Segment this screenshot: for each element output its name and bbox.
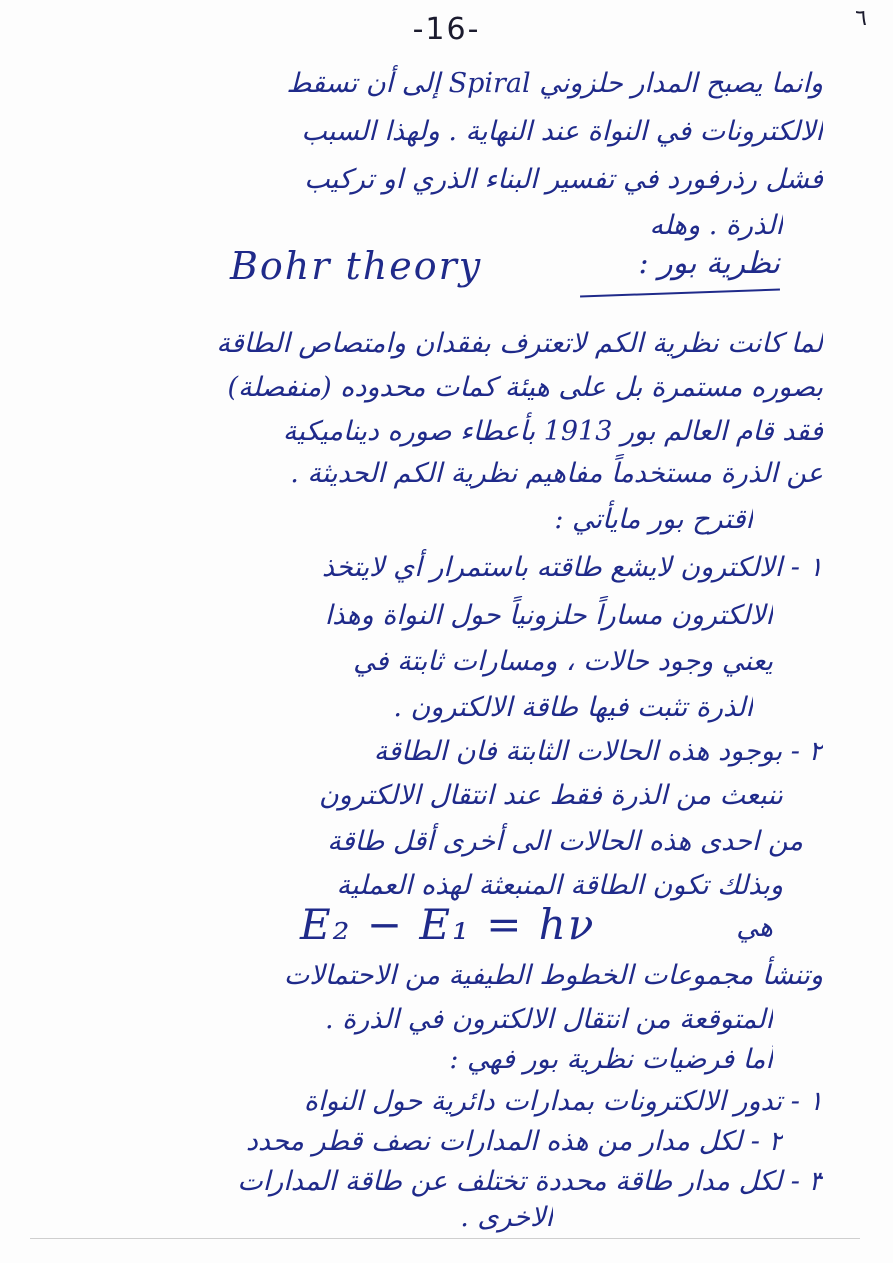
body-line-13: وبذلك تكون الطاقة المنبعثة لهذه العملية: [336, 870, 783, 901]
closing-line-3: أما فرضيات نظرية بور فهي :: [449, 1044, 773, 1075]
body-line-10: ٢ - بوجود هذه الحالات الثابتة فان الطاقة: [373, 736, 823, 767]
intro-line-1: وانما يصبح المدار حلزوني Spiral إلى أن تسقط: [286, 68, 823, 99]
energy-equation: E₂ − E₁ = hν: [300, 900, 596, 949]
body-line-3: فقد قام العالم بور 1913 بأعطاء صوره ديناميكية: [282, 416, 823, 447]
closing-line-5: ٢ - لكل مدار من هذه المدارات نصف قطر محدد: [245, 1126, 783, 1157]
intro-line-2: الالكترونات في النواة عند النهاية . ولهذا السبب: [301, 116, 823, 147]
body-line-7: الالكترون مساراً حلزونياً حول النواة وهذا: [324, 600, 773, 631]
body-line-8: يعني وجود حالات ، ومسارات ثابتة في: [353, 646, 773, 677]
body-line-12: من احدى هذه الحالات الى أخرى أقل طاقة: [327, 826, 803, 857]
closing-line-4: ١ - تدور الالكترونات بمدارات دائرية حول النواة: [303, 1086, 823, 1117]
intro-line-3: فشل رذرفورد في تفسير البناء الذري او تركيب: [304, 164, 823, 195]
body-line-6: ١ - الالكترون لايشع طاقته باستمرار أي لايتخذ: [321, 552, 823, 583]
heading-arabic: نظرية بور :: [638, 246, 780, 281]
closing-line-1: وتنشأ مجموعات الخطوط الطيفية من الاحتمالات: [283, 960, 823, 991]
closing-line-2: المتوقعة من انتقال الالكترون في الذرة .: [324, 1004, 773, 1035]
page-number: -16-: [412, 12, 481, 47]
closing-line-7: الاخرى .: [460, 1202, 553, 1233]
closing-line-6: ٣ - لكل مدار طاقة محددة تختلف عن طاقة المدارات: [237, 1166, 823, 1197]
body-line-11: تنبعث من الذرة فقط عند انتقال الالكترون: [318, 780, 783, 811]
body-line-9: الذرة تثبت فيها طاقة الالكترون .: [393, 692, 753, 723]
intro-line-4: الذرة . وهله: [649, 210, 783, 241]
body-line-1: لما كانت نظرية الكم لاتعترف بفقدان وامتصاص الطاقة: [216, 328, 823, 359]
corner-page-mark: ٦: [855, 6, 867, 31]
heading-underline: [580, 289, 780, 298]
body-line-5: اقترح بور مايأتي :: [554, 504, 753, 535]
heading-english: Bohr theory: [230, 244, 483, 288]
body-line-14: هي: [736, 912, 773, 943]
page-bottom-rule: [30, 1238, 860, 1239]
body-line-2: بصوره مستمرة بل على هيئة كمات محدوده (منفصلة): [227, 372, 823, 403]
section-heading: [220, 236, 780, 306]
body-line-4: عن الذرة مستخدماً مفاهيم نظرية الكم الحديثة .: [290, 458, 823, 489]
